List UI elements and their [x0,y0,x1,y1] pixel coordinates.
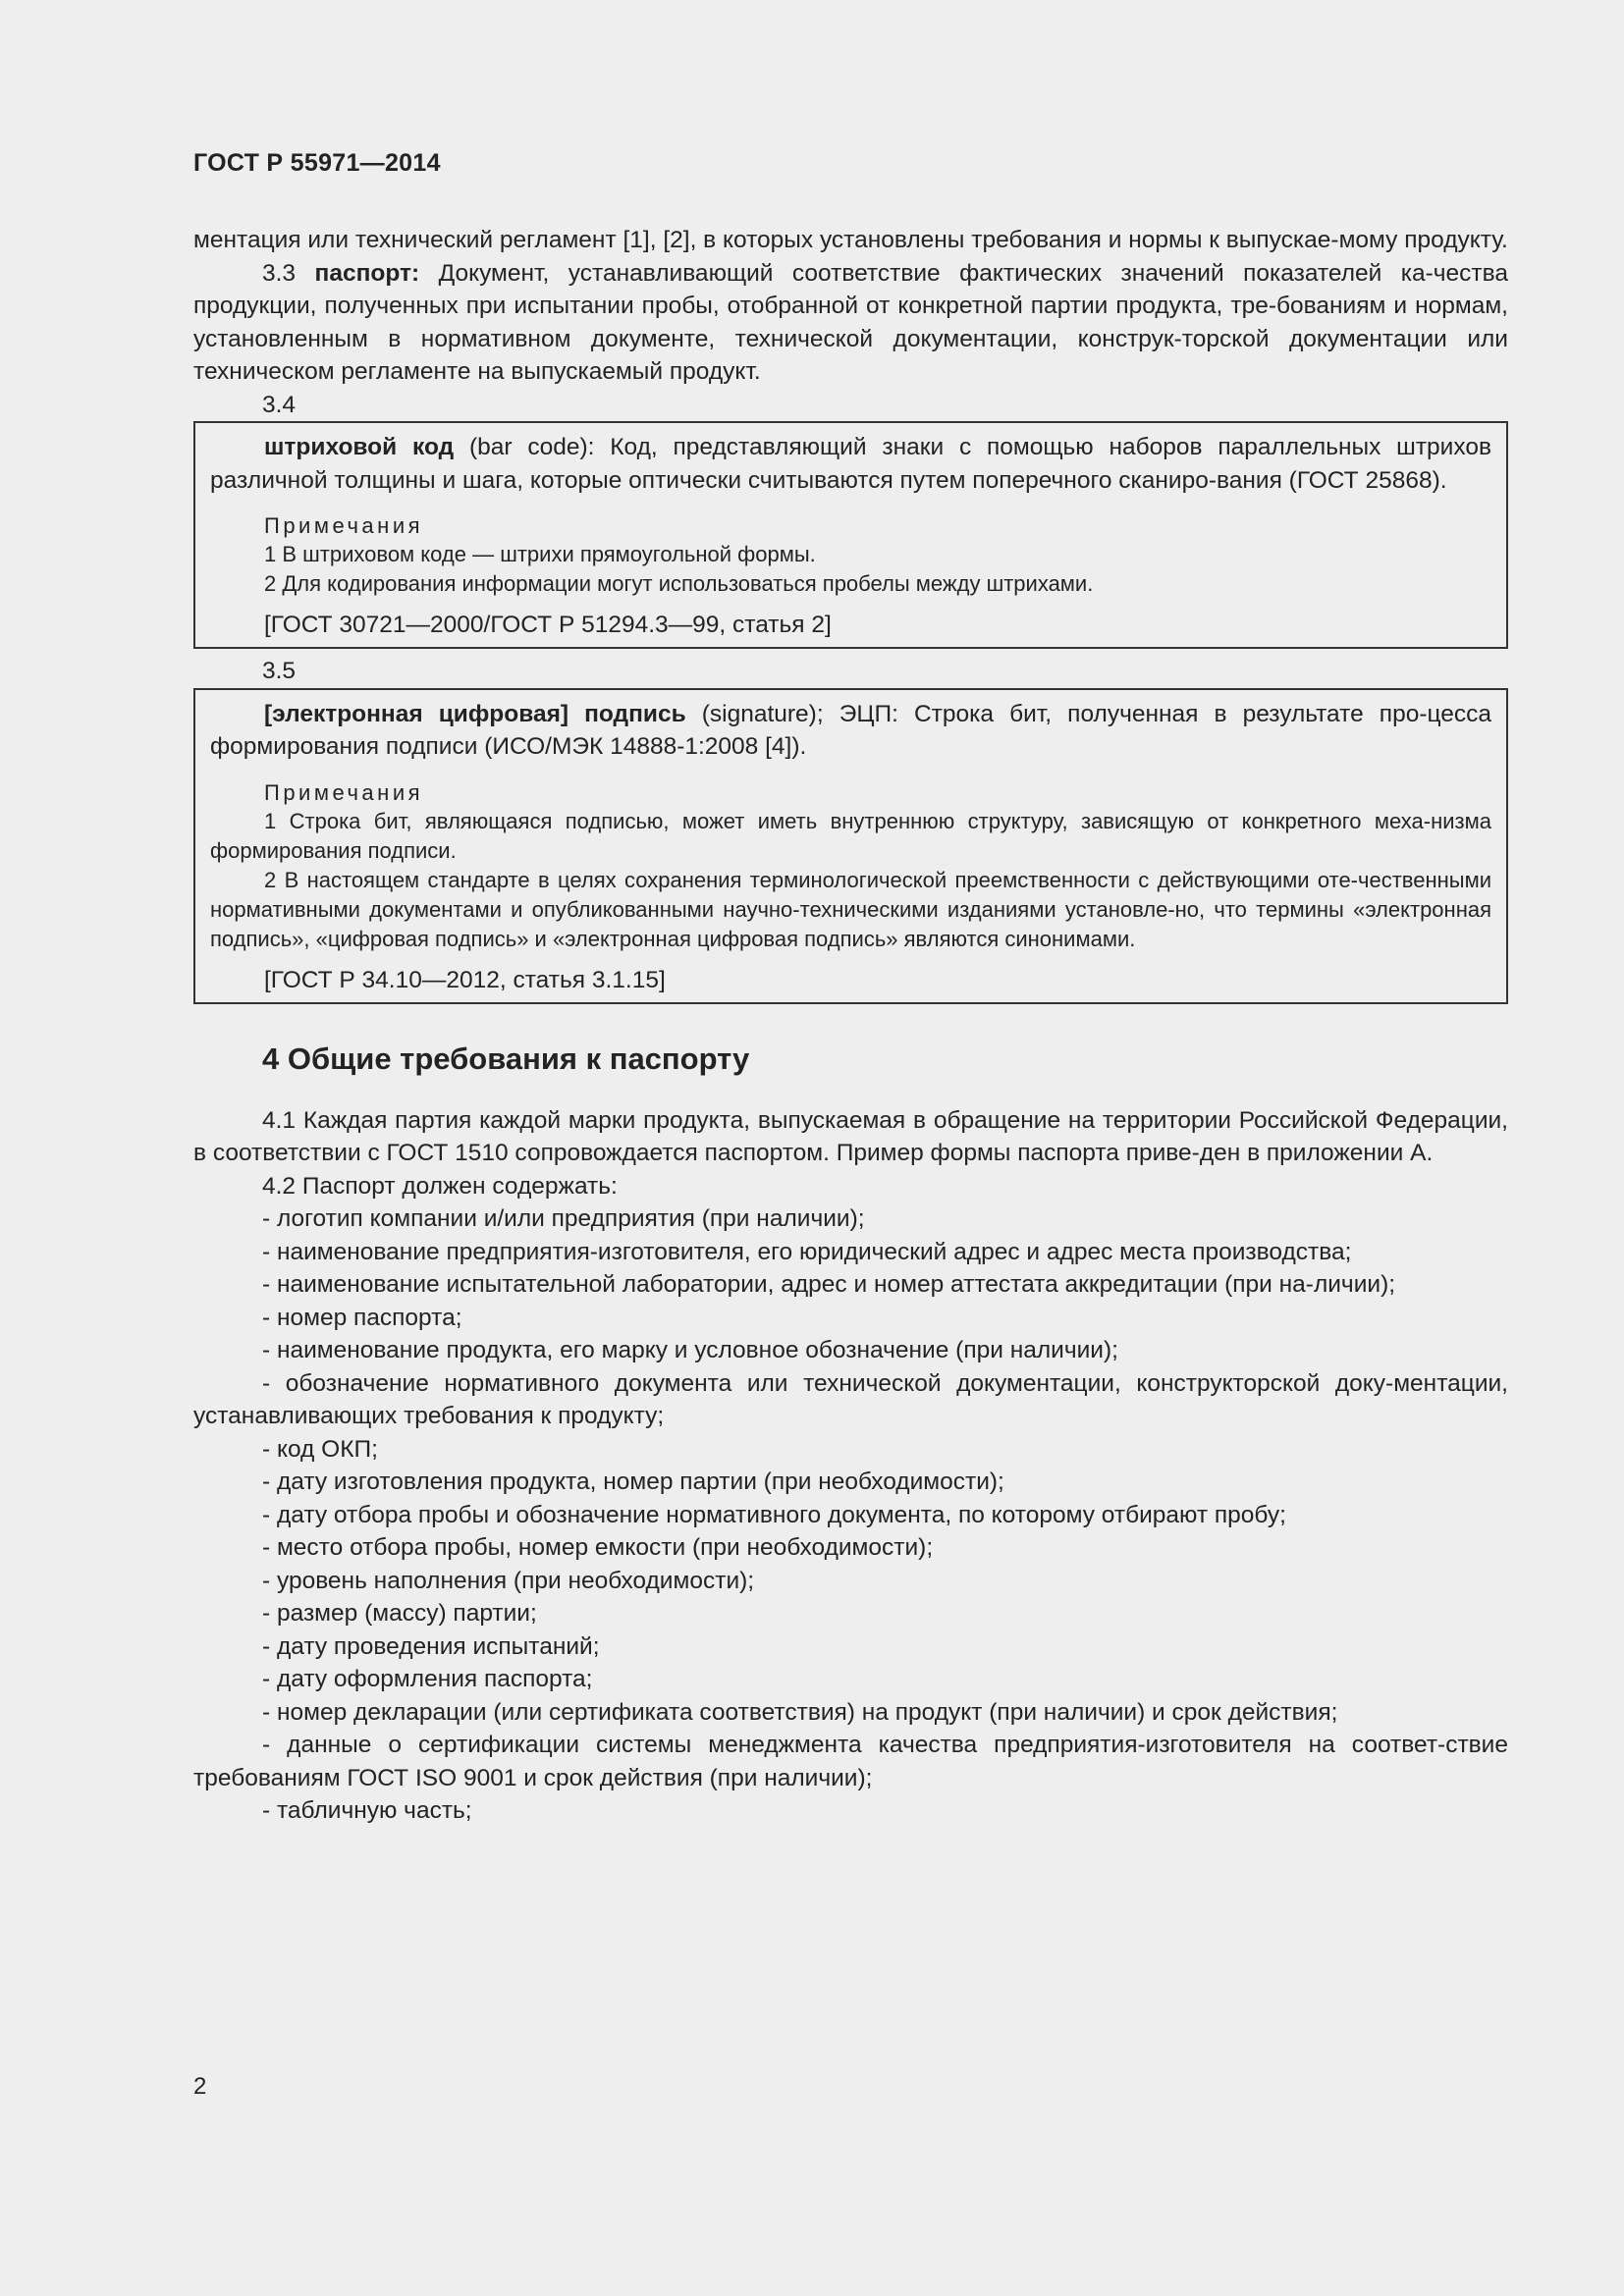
list-item: - табличную часть; [262,1797,472,1824]
term-definition: (signature); ЭЦП: Строка бит, полученная в результате про-цесса формирования подписи (ИСО/МЭК 14888-1:2008 [4]). [210,700,1491,760]
page-body [193,224,1508,1828]
page-number: 2 [193,2073,207,2100]
list-item: - номер декларации (или сертификата соответствия) на продукт (при наличии) и срок действия; [262,1698,1338,1726]
term-name: паспорт: [314,259,420,287]
list-item: - данные о сертификации системы менеджмента качества предприятия-изготовителя на соответ-ствие требованиям ГОСТ ISO 9001 и срок действия (при наличии); [193,1732,1508,1791]
term-definition: (bar code): Код, представляющий знаки с помощью наборов параллельных штрихов различной толщины и шага, которые оптически считываются путем поперечного сканиро-вания (ГОСТ 25868). [210,434,1491,494]
list-item: - обозначение нормативного документа или технической документации, конструкторской доку-ментации, устанавливающих требования к продукту; [193,1369,1508,1429]
list-item: - номер паспорта; [262,1304,462,1331]
list-item: - код ОКП; [262,1435,378,1463]
requirements-list [193,1202,1508,1828]
term-3-4-number: 3.4 [262,391,297,418]
list-item: - уровень наполнения (при необходимости); [262,1567,755,1594]
notes-title: Примечания [264,513,424,538]
term-definition: Документ, устанавливающий соответствие фактических значений показателей ка-чества продукции, полученных при испытании пробы, отобранной от конкретной партии продукта, тре-бованиям и нормам, установленным в нормативном документе, технической документации, конструк-торской документации или техническом регламенте на выпускаемый продукт. [193,259,1509,385]
paragraph-4-2: 4.2 Паспорт должен содержать: [262,1172,618,1200]
list-item: - место отбора пробы, номер емкости (при необходимости); [262,1534,934,1561]
term-3-5-number: 3.5 [262,658,297,684]
note-item: 1 В штриховом коде — штрихи прямоугольной формы. [264,542,816,566]
term-name: [электронная цифровая] подпись [264,700,686,727]
list-item: - логотип компании и/или предприятия (при наличии); [262,1205,865,1232]
paragraph-4-1: 4.1 Каждая партия каждой марки продукта, выпускаемая в обращение на территории Российской Федерации, в соответствии с ГОСТ 1510 сопровождается паспортом. Пример формы паспорта приве-ден в приложении А. [193,1106,1508,1166]
term-3-4-definition [210,431,1491,497]
note-item: 1 Строка бит, являющаяся подписью, может иметь внутреннюю структуру, зависящую от конкретного меха-низма формирования подписи. [210,808,1491,863]
list-item: - наименование испытательной лаборатории, адрес и номер аттестата аккредитации (при на-личии); [262,1271,1396,1298]
list-item: - дату изготовления продукта, номер партии (при необходимости); [262,1468,1004,1495]
list-item: - наименование продукта, его марку и условное обозначение (при наличии); [262,1337,1118,1363]
intro-continuation: ментация или технический регламент [1], [2], в которых установлены требования и нормы к выпускае-мому продукту. [193,227,1508,253]
term-source: [ГОСТ 30721—2000/ГОСТ Р 51294.3—99, статья 2] [264,612,832,638]
term-3-5-box [193,688,1508,1004]
term-source: [ГОСТ Р 34.10—2012, статья 3.1.15] [264,966,666,993]
term-3-5-definition [210,698,1491,764]
list-item: - наименование предприятия-изготовителя, его юридический адрес и адрес места производства; [262,1238,1352,1265]
page-header: ГОСТ Р 55971—2014 [193,149,441,177]
list-item: - дату отбора пробы и обозначение нормативного документа, по которому отбирают пробу; [262,1501,1286,1528]
section-title: 4 Общие требования к паспорту [262,1041,750,1076]
term-3-3 [193,257,1508,389]
note-item: 2 В настоящем стандарте в целях сохранения терминологической преемственности с действующими оте-чественными нормативными документами и опубликованными научно-техническими изданиями установле-но, что термины «электронная подпись», «цифровая подпись» и «электронная цифровая подпись» являются синонимами. [210,867,1491,951]
term-number: 3.3 [262,259,297,287]
term-3-4-box [193,421,1508,649]
list-item: - дату проведения испытаний; [262,1632,600,1660]
note-item: 2 Для кодирования информации могут использоваться пробелы между штрихами. [264,571,1094,596]
term-name: штриховой код [264,434,455,460]
list-item: - размер (массу) партии; [262,1600,537,1627]
list-item: - дату оформления паспорта; [262,1666,593,1692]
notes-title: Примечания [264,779,424,805]
